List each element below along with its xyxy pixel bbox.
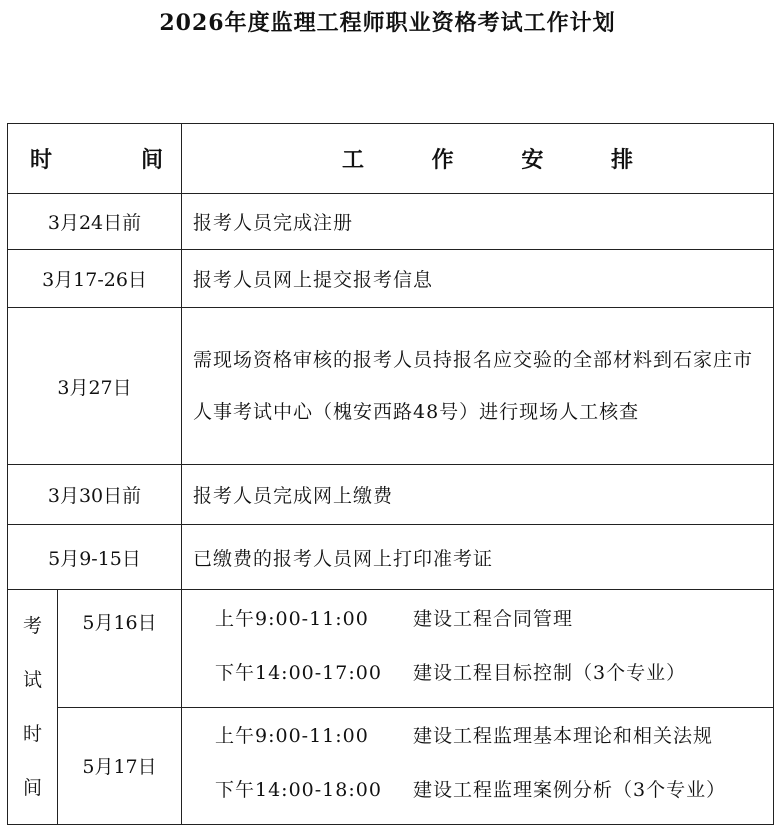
row-date: 3月30日前 <box>8 465 182 525</box>
session-subject: 建设工程监理基本理论和相关法规 <box>413 725 714 747</box>
table-row <box>8 465 774 525</box>
exam-sessions <box>182 707 774 825</box>
session-subject: 建设工程目标控制（3个专业） <box>413 661 687 684</box>
row-date: 3月24日前 <box>8 194 182 250</box>
exam-day-row <box>8 707 774 825</box>
table-row <box>8 194 774 250</box>
header-work-char: 安 <box>521 147 544 173</box>
table-header-row <box>8 124 774 194</box>
exam-session <box>215 708 773 762</box>
header-work-char: 作 <box>431 147 454 173</box>
exam-session <box>215 590 773 644</box>
row-task: 已缴费的报考人员网上打印准考证 <box>182 525 774 590</box>
table-row <box>8 525 774 590</box>
table-row <box>8 250 774 308</box>
row-task: 需现场资格审核的报考人员持报名应交验的全部材料到石家庄市人事考试中心（槐安西路48号）进行现场人工核查 <box>182 308 774 465</box>
exam-session <box>215 644 773 698</box>
row-task: 报考人员网上提交报考信息 <box>182 250 774 308</box>
session-time: 下午14:00-17:00 <box>215 661 382 684</box>
page-title: 2026年度监理工程师职业资格考试工作计划 <box>159 10 616 36</box>
session-time: 上午9:00-11:00 <box>215 607 369 630</box>
header-time-char: 时 <box>30 147 53 173</box>
exam-day-row <box>8 590 774 708</box>
header-work <box>182 124 774 194</box>
session-time: 下午14:00-18:00 <box>215 779 382 801</box>
table-row <box>8 308 774 465</box>
header-work-char: 排 <box>610 147 633 173</box>
session-subject: 建设工程监理案例分析（3个专业） <box>413 779 727 801</box>
exam-session <box>215 762 773 816</box>
exam-sessions <box>182 590 774 708</box>
row-date: 3月17-26日 <box>8 250 182 308</box>
exam-date: 5月16日 <box>58 590 182 708</box>
row-date: 3月27日 <box>8 308 182 465</box>
header-time <box>8 124 182 194</box>
row-task: 报考人员完成网上缴费 <box>182 465 774 525</box>
header-work-char: 工 <box>342 147 365 173</box>
session-time: 上午9:00-11:00 <box>215 725 369 747</box>
header-time-char: 间 <box>140 147 163 173</box>
exam-date: 5月17日 <box>58 707 182 825</box>
row-date: 5月9-15日 <box>8 525 182 590</box>
exam-time-label: 考 试 时 间 <box>8 590 58 825</box>
row-task: 报考人员完成注册 <box>182 194 774 250</box>
schedule-table <box>7 123 774 825</box>
session-subject: 建设工程合同管理 <box>413 607 574 630</box>
